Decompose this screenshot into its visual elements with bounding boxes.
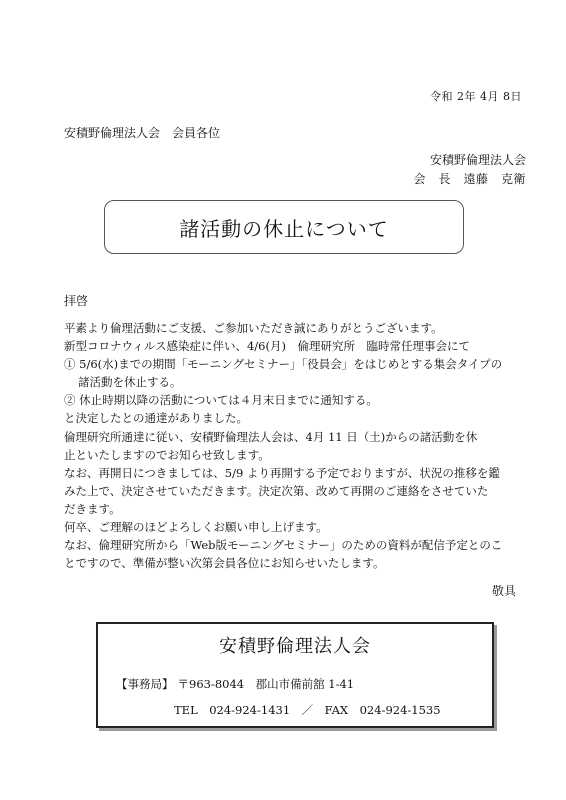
body-line: なお、倫理研究所から「Web版モーニングセミナー」のための資料が配信予定とのこ	[64, 538, 503, 553]
body-line: ② 休止時期以降の活動については４月末日までに通知する。	[64, 393, 378, 408]
body-line: 新型コロナウィルス感染症に伴い、4/6(月) 倫理研究所 臨時常任理事会にて	[64, 339, 470, 354]
office-address: 〒963-8044 郡山市備前舘 1-41	[177, 677, 355, 691]
body-line: と決定したとの通達がありました。	[64, 411, 248, 426]
title-box	[104, 200, 464, 254]
body-line: ① 5/6(水)までの期間「モーニングセミナー」「役員会」をはじめとする集会タイプの	[64, 357, 503, 372]
footer-org-name: 安積野倫理法人会	[219, 636, 371, 657]
body-line: 平素より倫理活動にご支援、ご参加いただき誠にありがとうございます。	[64, 321, 443, 335]
salutation: 拝啓	[64, 294, 89, 308]
addressee: 安積野倫理法人会 会員各位	[64, 126, 221, 140]
body-line: 諸活動を休止する。	[78, 375, 182, 390]
body-line: とですので、準備が整い次第会員各位にお知らせいたします。	[64, 556, 385, 571]
closing: 敬具	[491, 584, 516, 598]
document-title: 諸活動の休止について	[179, 216, 389, 241]
sender-president: 会 長 遠藤 克衛	[413, 172, 526, 186]
body-line: 何卒、ご理解のほどよろしくお願い申し上げます。	[64, 520, 328, 535]
sender-organization: 安積野倫理法人会	[429, 153, 526, 167]
body-line: なお、再開日につきましては、5/9 より再開する予定でおりますが、状況の推移を鑑	[64, 465, 500, 480]
body-line: みた上で、決定させていただきます。決定次第、改めて再開のご連絡をさせていた	[64, 483, 489, 498]
body-line: 止といたしますのでお知らせ致します。	[64, 447, 270, 462]
body-line: 倫理研究所通達に従い、安積野倫理法人会は、4月 11 日（土)からの諸活動を休	[64, 429, 478, 444]
body-text	[64, 319, 534, 572]
office-label: 【事務局】	[116, 677, 174, 691]
footer-box	[96, 622, 494, 728]
footer-office	[116, 676, 354, 692]
document-date: 令和 2年 4月 8日	[430, 90, 522, 103]
body-line: だきます。	[64, 501, 121, 516]
footer-contact: TEL 024-924-1431 ／ FAX 024-924-1535	[174, 703, 441, 717]
